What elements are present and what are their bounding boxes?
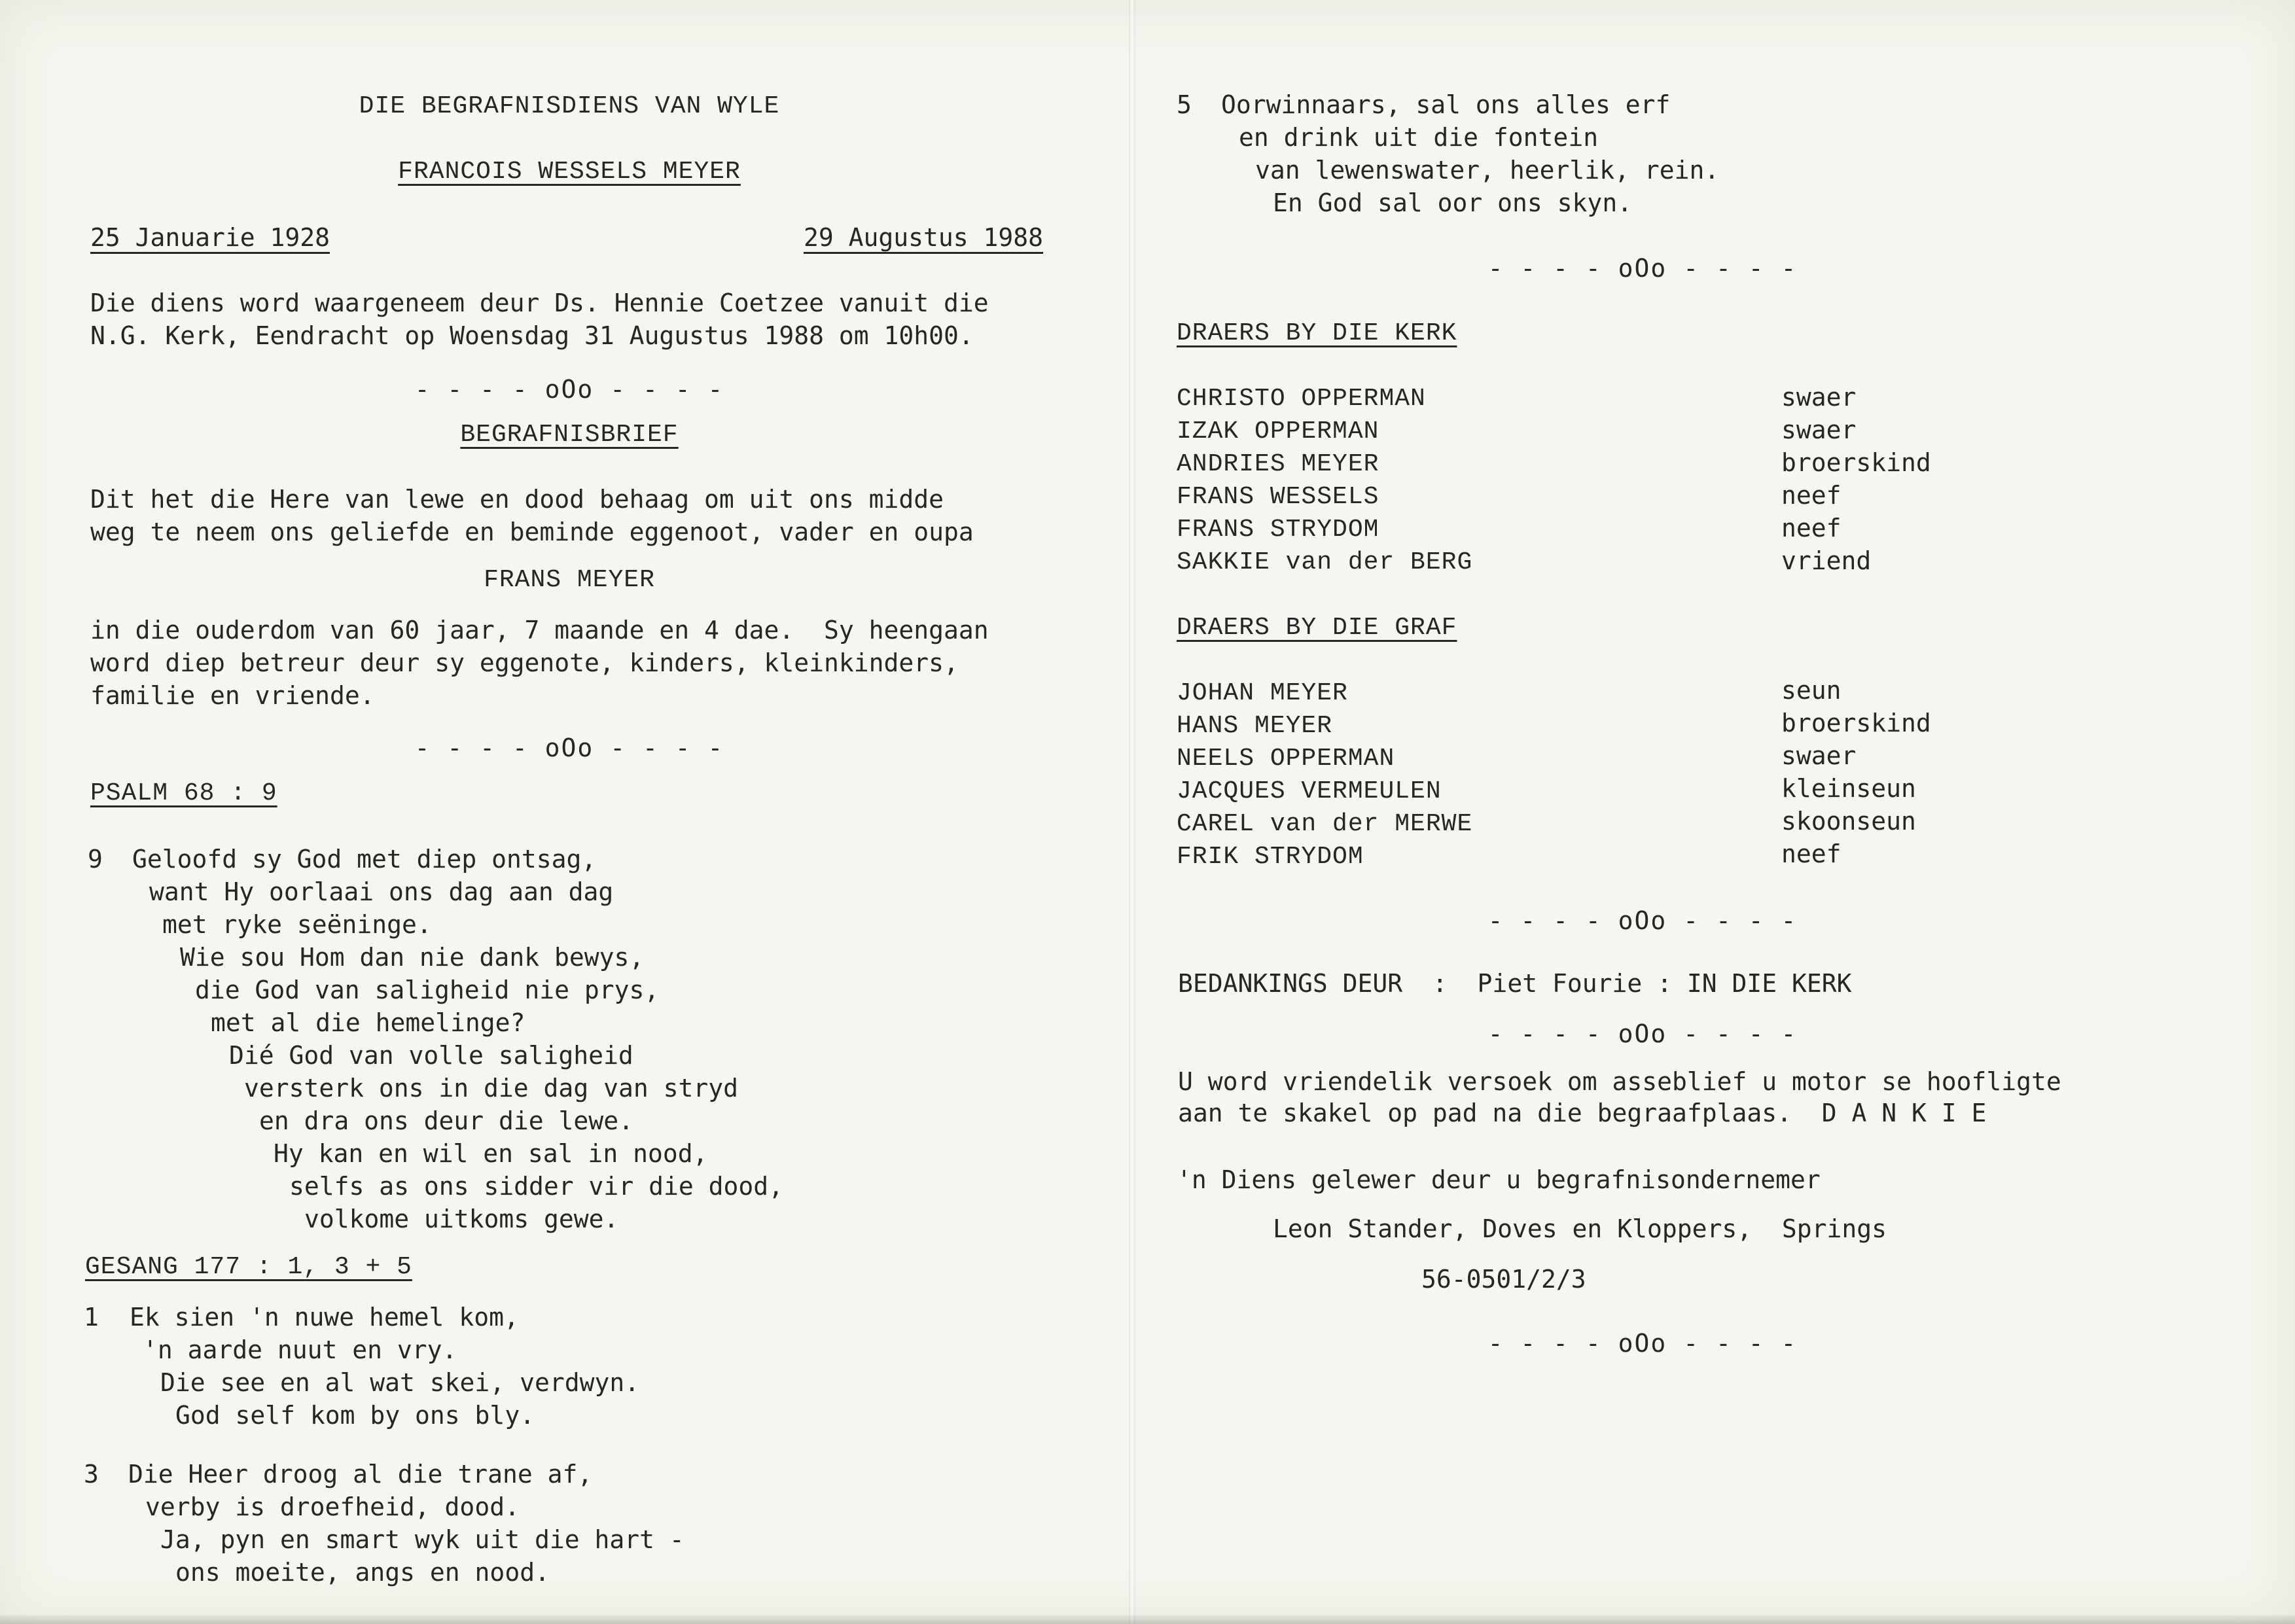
phone-number: 56-0501/2/3 [1421,1265,1586,1294]
gesang-line: en drink uit die fontein [1239,123,1599,152]
birth-date: 25 Januarie 1928 [90,223,330,252]
separator: - - - - oOo - - - - [1487,254,1798,283]
verse-number: 1 [84,1303,99,1332]
bearer-name: FRANS STRYDOM [1177,516,1379,544]
fold-line [1129,0,1135,1624]
psalm-line: selfs as ons sidder vir die dood, [289,1172,783,1201]
psalm-line: Dié God van volle saligheid [229,1041,633,1070]
bearer-name: JACQUES VERMEULEN [1177,777,1442,805]
bearer-name: HANS MEYER [1177,712,1333,740]
bearer-name: CHRISTO OPPERMAN [1177,385,1426,413]
bearer-name: NEELS OPPERMAN [1177,745,1395,773]
psalm-line: met ryke seëninge. [162,910,432,939]
letter-line: Dit het die Here van lewe en dood behaag om uit ons midde [90,485,944,514]
bearer-relation: neef [1781,839,1841,868]
service-title: DIE BEGRAFNISDIENS VAN WYLE [359,92,780,120]
bearer-name: FRANS WESSELS [1177,483,1379,511]
bearer-relation: swaer [1781,415,1857,444]
psalm-line: Hy kan en wil en sal in nood, [274,1139,708,1168]
bearer-relation: broerskind [1781,448,1931,477]
service-by-line: 'n Diens gelewer deur u begrafnisondernemer [1177,1165,1821,1194]
service-line: Die diens word waargeneem deur Ds. Hennie Coetzee vanuit die [90,289,989,317]
psalm-line: die God van saligheid nie prys, [195,976,660,1004]
psalm-line: Geloofd sy God met diep ontsag, [132,845,597,874]
bearer-relation: neef [1781,514,1841,542]
request-line: U word vriendelik versoek om asseblief u motor se hoofligte [1178,1067,2061,1096]
bearer-name: ANDRIES MEYER [1177,450,1379,478]
psalm-line: en dra ons deur die lewe. [259,1106,633,1135]
letter-line: word diep betreur deur sy eggenote, kinders, kleinkinders, [90,648,959,677]
bearer-relation: swaer [1781,741,1857,770]
separator: - - - - oOo - - - - [414,375,724,404]
separator: - - - - oOo - - - - [1487,906,1798,935]
psalm-line: volkome uitkoms gewe. [304,1205,619,1233]
deceased-name-text: FRANCOIS WESSELS MEYER [398,158,741,186]
psalm-title: PSALM 68 : 9 [90,779,277,807]
bearer-name: SAKKIE van der BERG [1177,548,1473,576]
bearer-relation: skoonseun [1781,807,1916,836]
letter-line: familie en vriende. [90,681,375,710]
psalm-line: Wie sou Hom dan nie dank bewys, [180,943,645,972]
gesang-line: God self kom by ons bly. [175,1401,535,1430]
psalm-line: want Hy oorlaai ons dag aan dag [149,877,614,906]
psalm-line: met al die hemelinge? [211,1008,525,1037]
gesang-title: GESANG 177 : 1, 3 + 5 [85,1253,412,1281]
thanks-line: BEDANKINGS DEUR : Piet Fourie : IN DIE KERK [1178,969,1852,998]
gesang-line: 'n aarde nuut en vry. [143,1335,457,1364]
paper-edge [0,1615,2295,1624]
gesang-line: verby is droefheid, dood. [145,1492,520,1521]
letter-title-text: BEGRAFNISBRIEF [460,421,679,449]
gesang-line: Ek sien 'n nuwe hemel kom, [130,1303,519,1332]
request-line: aan te skakel op pad na die begraafplaas. D A N K I E [1178,1099,1987,1127]
graf-bearers-title: DRAERS BY DIE GRAF [1177,614,1457,642]
bearer-name: JOHAN MEYER [1177,679,1348,707]
letter-title [92,419,1047,451]
bearer-name: IZAK OPPERMAN [1177,417,1379,446]
bearer-relation: swaer [1781,383,1857,412]
bearer-relation: neef [1781,481,1841,510]
separator: - - - - oOo - - - - [1487,1019,1798,1048]
psalm-line: versterk ons in die dag van stryd [244,1074,738,1103]
death-date: 29 Augustus 1988 [804,223,1044,252]
gesang-line: En God sal oor ons skyn. [1273,188,1633,217]
bearer-name: CAREL van der MERWE [1177,810,1473,838]
gesang-line: Die Heer droog al die trane af, [128,1460,593,1489]
kerk-bearers-title: DRAERS BY DIE KERK [1177,319,1457,347]
letter-line: weg te neem ons geliefde en beminde eggenoot, vader en oupa [90,518,974,546]
bearer-relation: broerskind [1781,709,1931,737]
separator: - - - - oOo - - - - [414,733,724,762]
separator: - - - - oOo - - - - [1487,1329,1798,1358]
letter-name: FRANS MEYER [484,566,655,594]
gesang-line: ons moeite, angs en nood. [175,1558,550,1587]
verse-number: 5 [1177,90,1192,119]
gesang-line: Oorwinnaars, sal ons alles erf [1221,90,1671,119]
bearer-relation: kleinseun [1781,774,1916,803]
verse-number: 3 [84,1460,99,1489]
gesang-line: Die see en al wat skei, verdwyn. [160,1368,640,1397]
bearer-name: FRIK STRYDOM [1177,843,1364,871]
service-line: N.G. Kerk, Eendracht op Woensdag 31 Augustus 1988 om 10h00. [90,321,974,350]
gesang-line: Ja, pyn en smart wyk uit die hart - [160,1525,685,1554]
letter-line: in die ouderdom van 60 jaar, 7 maande en 4 dae. Sy heengaan [90,616,989,644]
gesang-line: van lewenswater, heerlik, rein. [1255,156,1720,185]
bearer-relation: vriend [1781,546,1872,575]
verse-number: 9 [88,845,103,874]
deceased-name [92,156,1047,188]
bearer-relation: seun [1781,676,1841,705]
undertaker-line: Leon Stander, Doves en Kloppers, Springs [1273,1214,1887,1243]
